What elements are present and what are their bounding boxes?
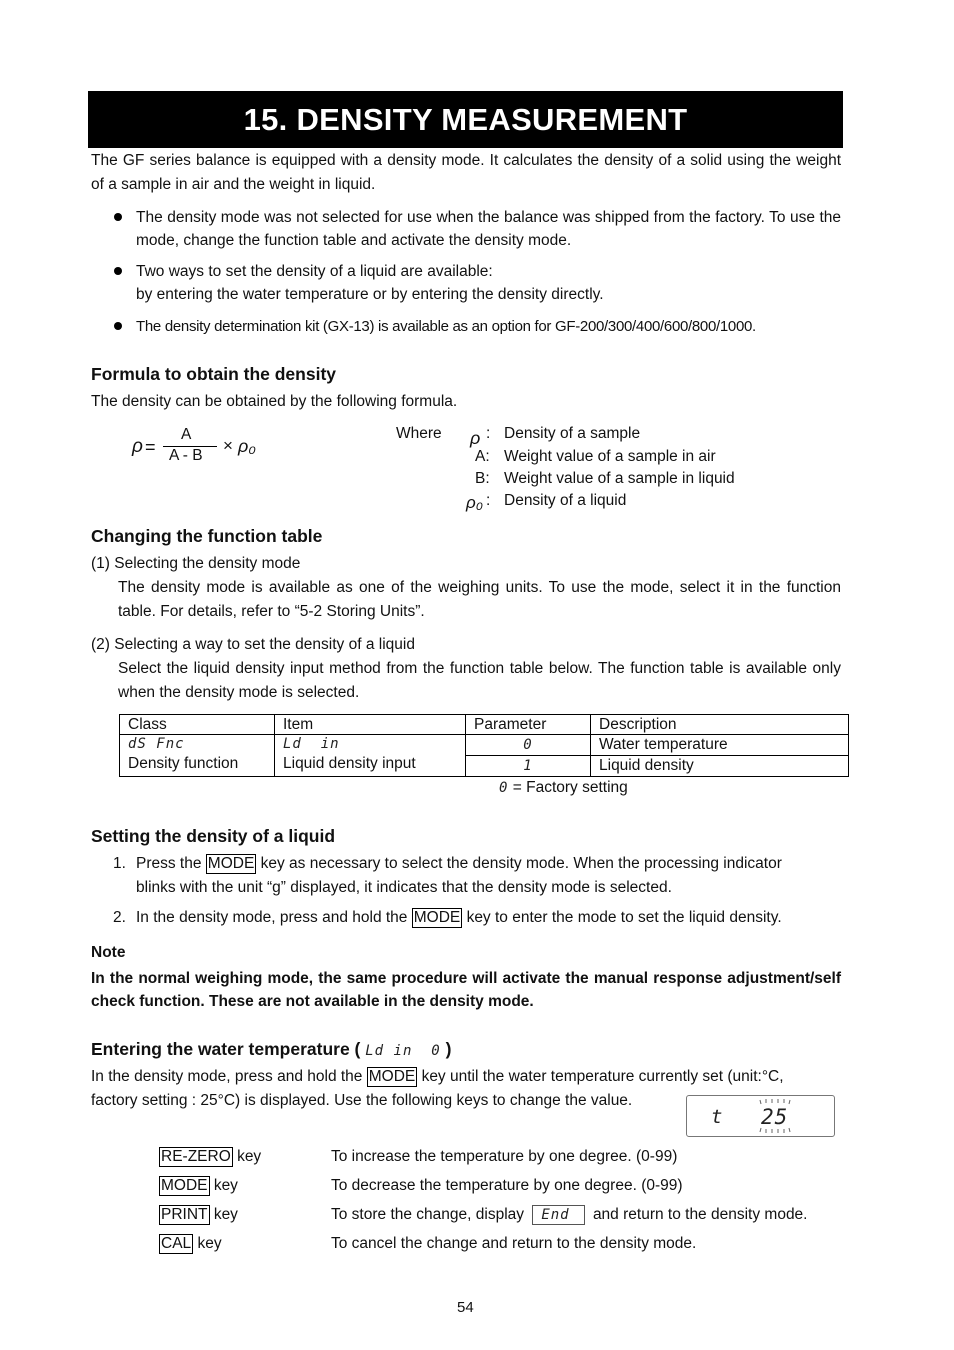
- table-header-class: Class: [120, 715, 275, 735]
- step1-text: The density mode is available as one of the weighing units. To use the mode, select it in the function table. For details, refer to “5-2 Storing Units”.: [118, 579, 841, 620]
- key-desc-cal: To cancel the change and return to the density mode.: [331, 1235, 697, 1252]
- end-code-display: End: [532, 1205, 584, 1225]
- bullet-text-2b: by entering the water temperature or by entering the density directly.: [136, 286, 604, 303]
- bullet-icon: [114, 322, 122, 330]
- bullet-text-1: The density mode was not selected for use when the balance was shipped from the factory. To use the mode, change the function table and activate the density mode.: [136, 209, 841, 249]
- liquid-step1-line2: blinks with the unit “g” displayed, it indicates that the density mode is selected.: [136, 879, 672, 896]
- key-suffix: key: [237, 1148, 262, 1165]
- key-desc-text: and return to the density mode.: [592, 1206, 808, 1223]
- table-header-parameter: Parameter: [466, 715, 591, 735]
- mode-key-label: MODE: [368, 1068, 416, 1085]
- bullet-icon: [114, 213, 122, 221]
- note-title: Note: [91, 944, 126, 961]
- formula-rho: ρ: [132, 436, 143, 457]
- key-suffix: key: [213, 1177, 238, 1194]
- table-cell-class: [120, 735, 275, 777]
- def-desc-a: Weight value of a sample in air: [504, 448, 716, 465]
- print-key-label: PRINT: [161, 1206, 208, 1223]
- parameter-display: 0: [523, 737, 533, 753]
- step2-text: Select the liquid density input method from the function table below. The function table is available only when the density mode is selected.: [118, 660, 841, 701]
- def-desc-b: Weight value of a sample in liquid: [504, 470, 735, 487]
- bullet-icon: [114, 267, 122, 275]
- item-code-display: Ld in: [283, 736, 340, 752]
- liquid-step2-line: [136, 906, 782, 930]
- key-row-print: [159, 1203, 238, 1227]
- def-desc-rho0: Density of a liquid: [504, 492, 627, 509]
- mode-key-label: MODE: [207, 855, 255, 872]
- def-symbol-a: A:: [475, 448, 490, 465]
- step-text: key as necessary to select the density mode. When the processing indicator: [260, 855, 782, 872]
- page-title: 15. DENSITY MEASUREMENT: [88, 91, 843, 148]
- factory-setting-note: [499, 776, 628, 800]
- heading-text: Entering the water temperature (: [91, 1039, 361, 1059]
- table-cell-parameter: [466, 756, 591, 777]
- def-colon: :: [486, 425, 491, 442]
- note-text: In the normal weighing mode, the same procedure will activate the manual response adjustment/self check function. These are not available in the density mode.: [91, 970, 841, 1010]
- table-cell-description: Liquid density: [591, 756, 849, 777]
- heading-text: ): [445, 1039, 452, 1059]
- liquid-step2-number: 2.: [113, 909, 126, 926]
- def-symbol-b: B:: [475, 470, 490, 487]
- section-heading-liquid: Setting the density of a liquid: [91, 826, 336, 846]
- formula-equals: =: [145, 437, 156, 457]
- intro-paragraph: The GF series balance is equipped with a density mode. It calculates the density of a solid using the weight of a sample in air and the weight in liquid.: [91, 152, 841, 193]
- table-header-description: Description: [591, 715, 849, 735]
- step-text: In the density mode, press and hold the: [136, 909, 408, 926]
- key-suffix: key: [197, 1235, 222, 1252]
- lcd-temp-value: 25: [761, 1105, 789, 1129]
- key-suffix: key: [213, 1206, 238, 1223]
- key-desc-mode: To decrease the temperature by one degree. (0-99): [331, 1177, 683, 1194]
- key-desc-rezero: To increase the temperature by one degree. (0-99): [331, 1148, 678, 1165]
- water-text: key until the water temperature currently set (unit:°C,: [421, 1068, 784, 1085]
- where-label: Where: [396, 425, 442, 442]
- water-line1: [91, 1065, 784, 1089]
- mode-key-label: MODE: [413, 909, 461, 926]
- key-desc-print: [331, 1203, 808, 1227]
- section-heading-water: [91, 1039, 451, 1060]
- lcd-display-panel: [686, 1095, 835, 1137]
- water-text: In the density mode, press and hold the: [91, 1068, 363, 1085]
- ldin-code-display: Ld in 0: [365, 1043, 441, 1059]
- liquid-step1-number: 1.: [113, 855, 126, 872]
- key-desc-text: To store the change, display: [331, 1206, 525, 1223]
- bullet-text-2: Two ways to set the density of a liquid are available:: [136, 263, 493, 280]
- liquid-step1-line1: [136, 852, 782, 876]
- table-row: [120, 735, 849, 756]
- class-name: Density function: [128, 755, 239, 772]
- step-text: Press the: [136, 855, 202, 872]
- section-heading-function-table: Changing the function table: [91, 526, 323, 546]
- def-symbol-rho: ρ: [470, 428, 481, 448]
- function-table: [119, 714, 849, 777]
- formula-numerator: A: [181, 426, 192, 443]
- def-colon: :: [486, 492, 491, 509]
- formula-denominator: A - B: [169, 447, 203, 464]
- key-row-mode: [159, 1174, 238, 1198]
- section-heading-formula: Formula to obtain the density: [91, 364, 337, 384]
- table-cell-description: Water temperature: [591, 735, 849, 756]
- cal-key-label: CAL: [161, 1235, 192, 1252]
- class-code-display: dS Fnc: [128, 736, 185, 752]
- key-row-cal: [159, 1232, 222, 1256]
- item-name: Liquid density input: [283, 755, 416, 772]
- table-header-item: Item: [275, 715, 466, 735]
- step2-title: (2) Selecting a way to set the density of a liquid: [91, 636, 415, 653]
- step-text: key to enter the mode to set the liquid density.: [466, 909, 782, 926]
- key-row-rezero: [159, 1145, 261, 1169]
- table-cell-parameter: [466, 735, 591, 756]
- formula-rho0: ρ₀: [238, 436, 256, 456]
- factory-setting-text: = Factory setting: [512, 779, 628, 796]
- table-cell-item: [275, 735, 466, 777]
- def-desc-rho: Density of a sample: [504, 425, 641, 442]
- formula-times: ×: [223, 436, 233, 455]
- lcd-temp-label: t: [711, 1106, 724, 1128]
- water-line2: factory setting : 25°C) is displayed. Use the following keys to change the value.: [91, 1092, 633, 1109]
- bullet-text-3: The density determination kit (GX-13) is available as an option for GF-200/300/400/600/800/1000.: [136, 318, 756, 335]
- blink-indicator-icon: [757, 1098, 795, 1134]
- def-symbol-rho0: ρ₀: [466, 493, 483, 512]
- parameter-display: 1: [523, 758, 533, 774]
- step1-title: (1) Selecting the density mode: [91, 555, 301, 572]
- table-header-row: [120, 715, 849, 735]
- page-number: 54: [457, 1299, 474, 1316]
- mode-key-label: MODE: [161, 1177, 208, 1194]
- formula-intro: The density can be obtained by the following formula.: [91, 393, 458, 410]
- factory-setting-code: 0: [499, 780, 509, 796]
- rezero-key-label: RE-ZERO: [161, 1148, 231, 1165]
